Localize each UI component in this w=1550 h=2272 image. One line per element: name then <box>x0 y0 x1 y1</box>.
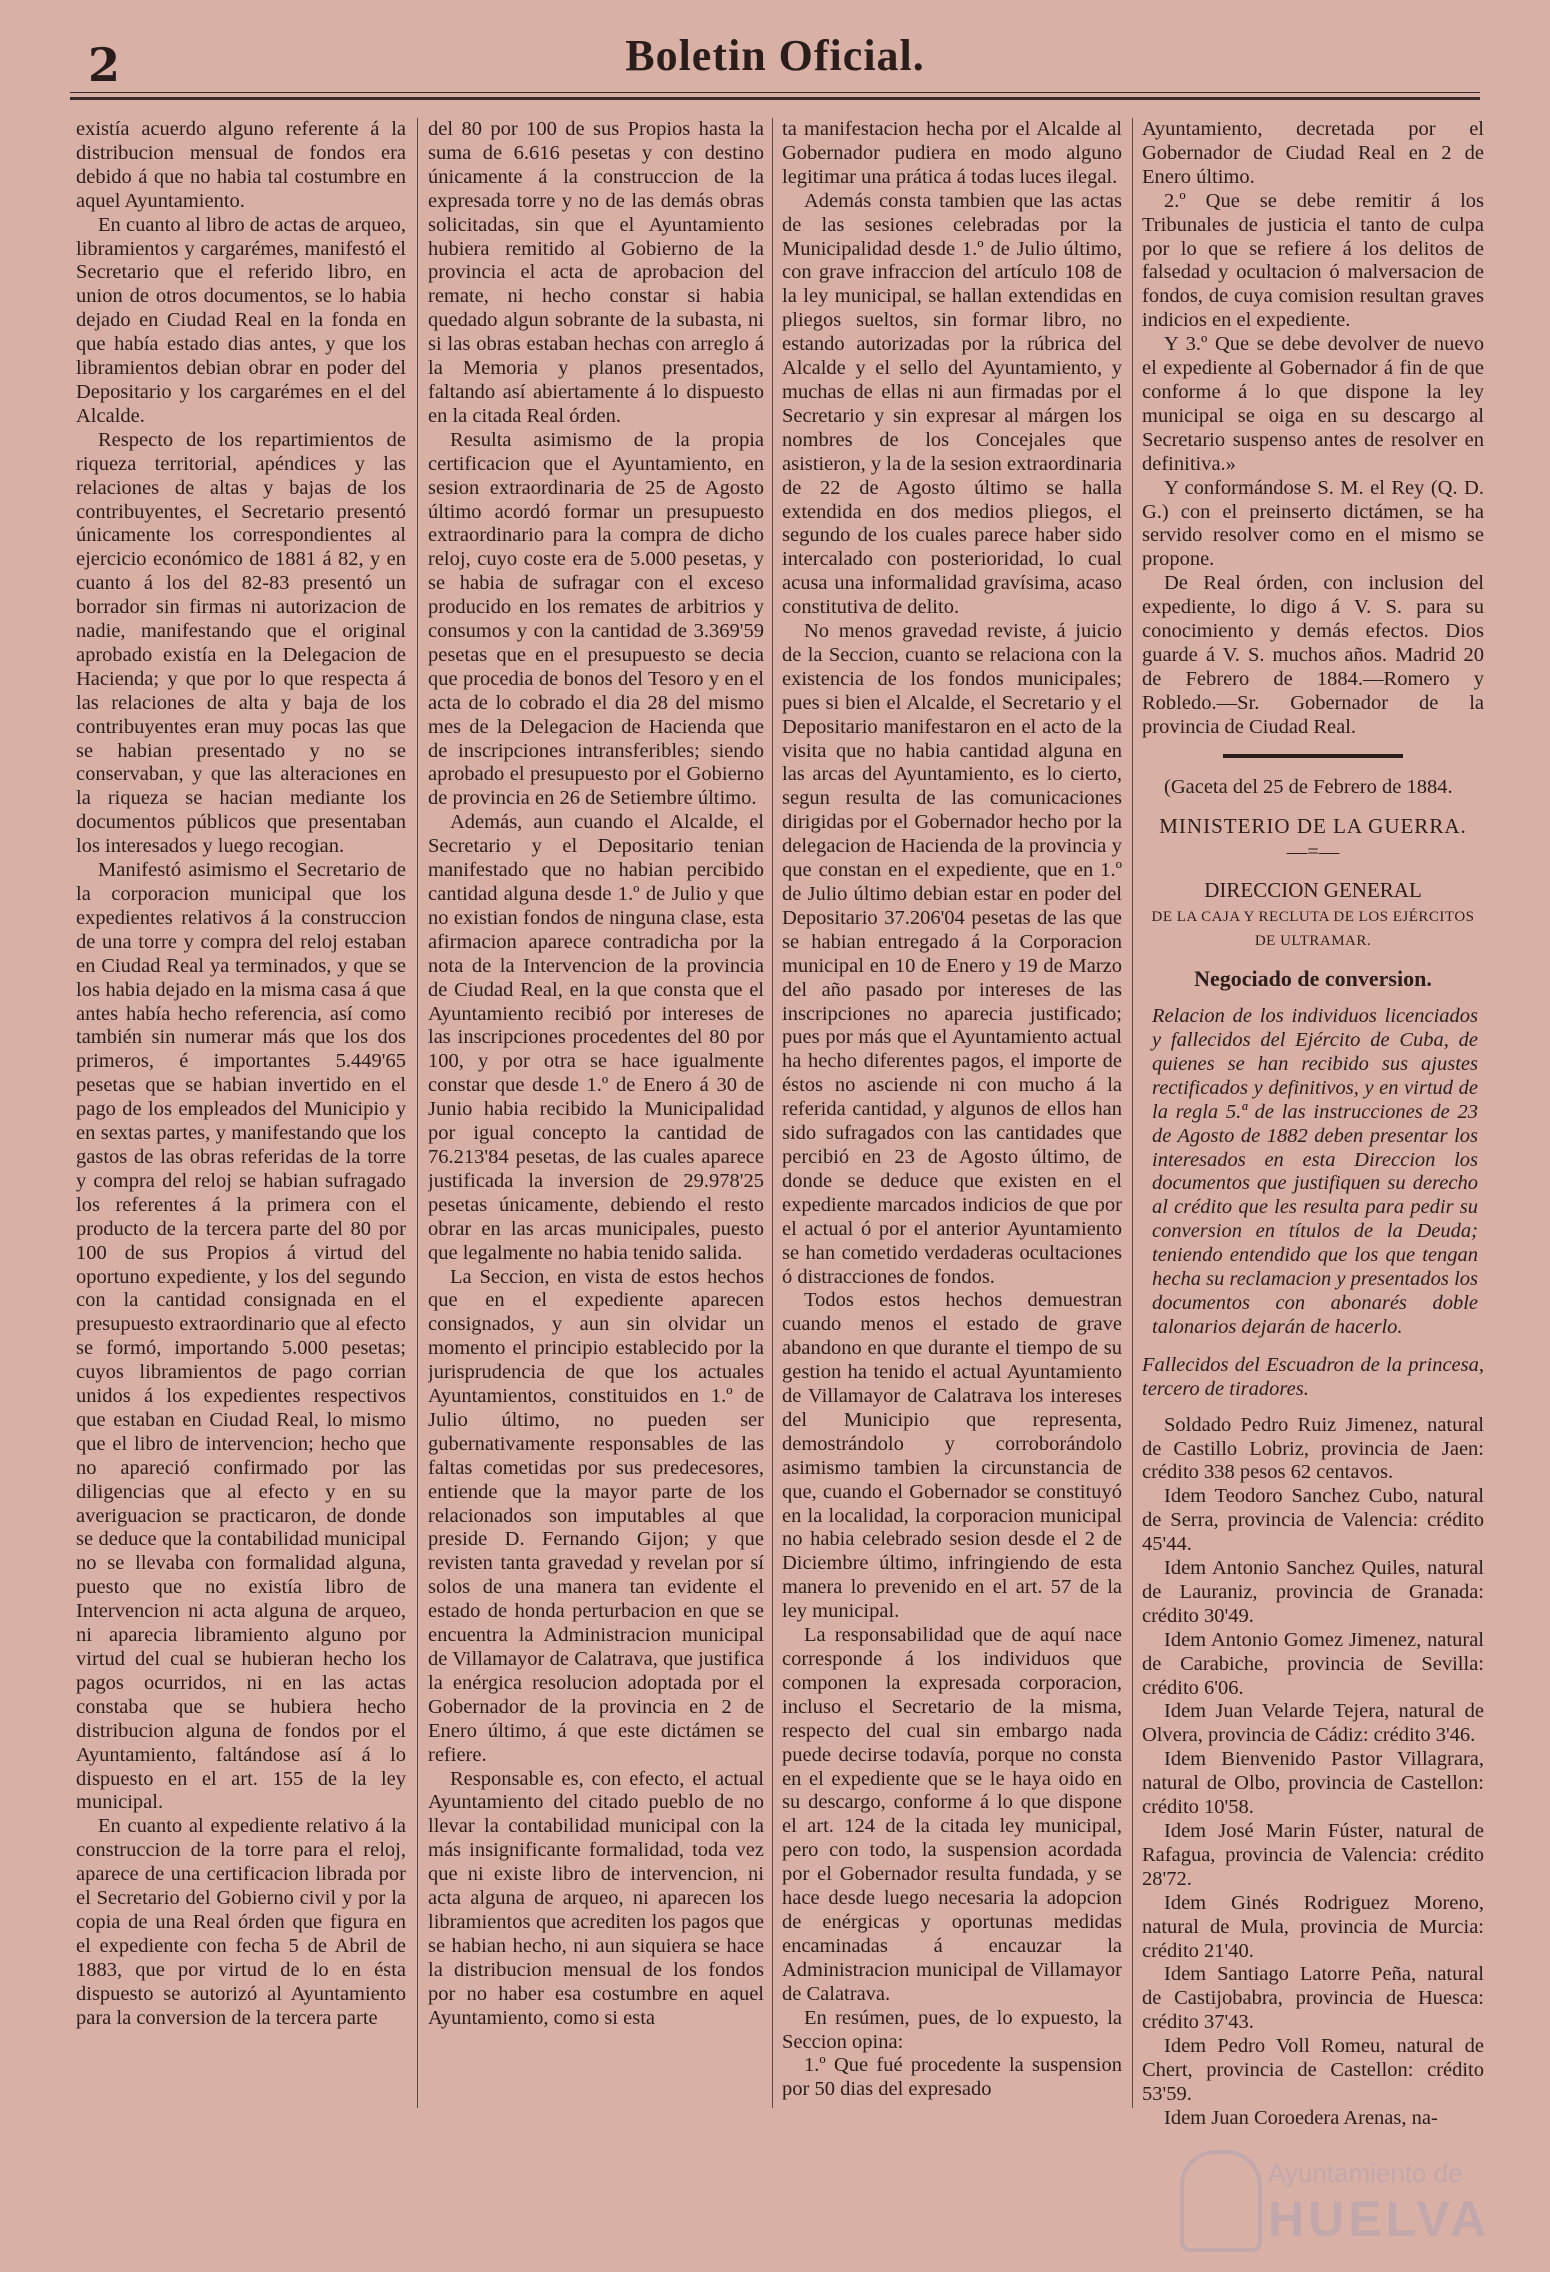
column-1 <box>76 118 406 2128</box>
paragraph: 2.º Que se debe remitir á los Tribunales de justicia el tanto de culpa por lo que se refiere á los delitos de falsedad y ocultacion ó malversacion de fondos, de cuya comision resultan graves indicios en el expediente. <box>1142 189 1484 332</box>
ministry-ornament: —=— <box>1286 841 1340 864</box>
paragraph: De Real órden, con inclusion del expediente, lo digo á V. S. para su conocimiento y demás efectos. Dios guarde á V. S. muchos años. Madrid 20 de Febrero de 1884.—Romero y Robledo.—Sr. Gobernador de la provincia de Ciudad Real. <box>1142 572 1484 738</box>
paragraph: Además consta tambien que las actas de las sesiones celebradas por la Municipalidad desde 1.º de Julio último, con grave infraccion del artículo 108 de la ley municipal, se hallan extendidas en pliegos sueltos, sin formar libro, no estando autorizadas por la rúbrica del Alcalde y el sello del Ayuntamiento, y muchas de ellas ni aun firmadas por el Secretario y sin expresar al márgen los nombres de los Concejales que asistieron, y la de la sesion extraordinaria de 22 de Agosto último se halla extendida en dos medios pliegos, el segundo de los cuales parece haber sido intercalado con posterioridad, lo cual acusa una informalidad gravísima, acaso constitutiva de delito. <box>782 189 1122 619</box>
paragraph: del 80 por 100 de sus Propios hasta la suma de 6.616 pesetas y con destino únicamente á la construccion de la expresada torre y no de las demás obras solicitadas, sin que el Ayuntamiento hubiera remitido al Gobierno de la provincia el acta de aprobacion del remate, ni hecho constar si habia quedado algun sobrante de la subasta, ni si las obras estaban hechas con arreglo á la Memoria y planos presentados, faltando así abiertamente á lo dispuesto en la citada Real órden. <box>428 118 764 427</box>
paragraph: Ayuntamiento, decretada por el Gobernador de Ciudad Real en 2 de Enero último. <box>1142 118 1484 188</box>
soldier-entry: Idem Juan Coroedera Arenas, na- <box>1164 2106 1438 2128</box>
direction-subheading: DE LA CAJA Y RECLUTA DE LOS EJÉRCITOS DE ULTRAMAR. <box>1151 909 1475 950</box>
watermark-line1: Ayuntamiento de <box>1268 2158 1463 2188</box>
page-number: 2 <box>88 38 121 92</box>
soldier-entry: Idem Juan Velarde Tejera, natural de Olvera, provincia de Cádiz: crédito 3'46. <box>1142 1700 1484 1747</box>
paragraph: La Seccion, en vista de estos hechos que en el expediente aparecen consignados, y aun sin olvidar un momento el principio establecido por la jurisprudencia de que los actuales Ayuntamientos, constituidos en 1.º de Julio último, no pueden ser gubernativamente responsables de las faltas cometidas por sus predecesores, entiende que la mayor parte de los relacionados son imputables al que preside D. Fernando Gijon; y que revisten tanta gravedad y revelan por sí solos de una manera tan evidente el estado de honda perturbacion en que se encuentra la Administracion municipal de Villamayor de Calatrava, que justifica la enérgica resolucion adoptada por el Gobernador de la provincia en 2 de Enero último, á que este dictámen se refiere. <box>428 1265 764 1766</box>
paragraph: Resulta asimismo de la propia certificacion que el Ayuntamiento, en sesion extraordinaria de 25 de Agosto último acordó formar un presupuesto extraordinario para la compra de dicho reloj, cuyo coste era de 5.000 pesetas, y se habia de sufragar con el exceso producido en los remates de arbitrios y consumos y con la cantidad de 3.369'59 pesetas que en el presupuesto se decia que procedia de bonos del Tesoro y en el acta de lo cobrado el dia 28 del mismo mes de la Delegacion de Hacienda que de inscripciones intransferibles; siendo aprobado el presupuesto por el Gobierno de provincia en 26 de Setiembre último. <box>428 428 764 810</box>
header-rule-thick <box>70 97 1480 100</box>
section-subtitle: Fallecidos del Escuadron de la princesa, tercero de tiradores. <box>1142 1353 1484 1400</box>
archive-watermark <box>1180 2150 1520 2250</box>
paragraph: Todos estos hechos demuestran cuando menos el estado de grave abandono en que durante el tiempo de su gestion ha tenido el actual Ayuntamiento de Villamayor de Calatrava los intereses del Municipio que representa, demostrándolo y corroborándolo asimismo tambien la circunstancia de que, cuando el Gobernador se constituyó en la localidad, la corporacion municipal no habia celebrado sesion desde el 2 de Diciembre último, infringiendo de esta manera lo prevenido en el art. 57 de la ley municipal. <box>782 1289 1122 1623</box>
paragraph: Y 3.º Que se debe devolver de nuevo el expediente al Gobernador á fin de que conforme á lo que dispone la ley municipal se oiga en su descargo al Secretario suspenso antes de resolver en definitiva.» <box>1142 333 1484 475</box>
ministry-heading: MINISTERIO DE LA GUERRA. <box>1159 814 1467 839</box>
column-2 <box>428 118 764 2128</box>
paragraph: Responsable es, con efecto, el actual Ayuntamiento del citado pueblo de no llevar la contabilidad municipal con la más insignificante formalidad, toda vez que ni existe libro de intervencion, ni acta alguna de arqueo, ni aparecen los libramientos que acrediten los pagos que se habian hecho, ni aun siquiera se hace la distribucion mensual de los fondos por no haber esa costumbre en aquel Ayuntamiento, como si esta <box>428 1767 764 2029</box>
column-divider <box>1132 118 1133 2108</box>
paragraph: En cuanto al libro de actas de arqueo, libramientos y cargarémes, manifestó el Secretario que el referido libro, en union de otros documentos, se lo habia dejado en Ciudad Real en la fonda en que había estado dias antes, y que los libramientos debian obrar en poder del Depositario y los cargarémes en el del Alcalde. <box>76 213 406 427</box>
watermark-line2: HUELVA <box>1268 2191 1491 2247</box>
soldier-entry: Soldado Pedro Ruiz Jimenez, natural de Castillo Lobriz, provincia de Jaen: crédito 338 pesos 62 centavos. <box>1142 1413 1484 1484</box>
soldier-entry: Idem Pedro Voll Romeu, natural de Chert, provincia de Castellon: crédito 53'59. <box>1142 2035 1484 2105</box>
header-rule <box>70 92 1480 93</box>
column-divider <box>772 118 773 2108</box>
notice-intro: Relacion de los individuos licenciados y fallecidos del Ejército de Cuba, de quienes se han recibido sus ajustes rectificados y definitivos, y en virtud de la regla 5.ª de las instrucciones de 23 de Agosto de 1882 deben presentar los interesados en esta Direccion los documentos que justifiquen su derecho al crédito que les resulta para pedir su conversion en títulos de la Deuda; teniendo entendido que los que tengan hecha su reclamacion y presentados los documentos con abonarés doble talonarios dejarán de hacerlo. <box>1152 1005 1478 1338</box>
masthead-title: Boletin Oficial. <box>625 31 925 80</box>
paragraph: Manifestó asimismo el Secretario de la corporacion municipal que los expedientes relativos á la construccion de una torre y compra del reloj estaban en Ciudad Real ya terminados, y que se los habia dejado en la misma casa á que antes había hecho referencia, así como también sin numerar más que los dos primeros, é importantes 5.449'65 pesetas que se habian invertido en el pago de los empleados del Municipio y en sextas partes, y manifestando que los gastos de las obras referidas de la torre y compra del reloj se habian sufragado los referentes á la primera con el producto de la tercera parte del 80 por 100 de sus Propios á virtud del oportuno expediente, y los del segundo con la cantidad consignada en el presupuesto extraordinario que al efecto se formó, importando 5.000 pesetas; cuyos libramientos de pago corrian unidos á los expedientes respectivos que estaban en Ciudad Real, lo mismo que el libro de intervencion; hecho que no apareció confirmado por las diligencias que al efecto y en su averiguacion se practicaron, de donde se deduce que la contabilidad municipal no se llevaba con formalidad alguna, puesto que no existía libro de Intervencion ni acta alguna de arqueo, ni aparecia libramiento alguno por virtud del cual se hubieran hecho los pagos ocurridos, ni en las actas constaba que se hubiera hecho distribucion alguna de fondos por el Ayuntamiento, faltándose así á lo dispuesto en el art. 155 de la ley municipal. <box>76 859 406 1814</box>
soldier-entry: Idem Antonio Gomez Jimenez, natural de Carabiche, provincia de Sevilla: crédito 6'06. <box>1142 1628 1484 1699</box>
paragraph: En resúmen, pues, de lo expuesto, la Seccion opina: <box>782 2006 1122 2053</box>
paragraph: Respecto de los repartimientos de riqueza territorial, apéndices y las relaciones de altas y bajas de los contribuyentes, el Secretario presentó únicamente los correspondientes al ejercicio económico de 1881 á 82, y en cuanto á los del 82-83 presentó un borrador sin firmas ni autorizacion de nadie, manifestando que el original aprobado existía en la Delegacion de Hacienda; y que por lo que respecta á las relaciones de alta y baja de los contribuyentes eran muy pocas las que se habian presentado y no se conservaban, y que las alteraciones en la riqueza se hacian mediante los documentos públicos que presentaban los interesados y luego recogian. <box>76 428 406 858</box>
paragraph: Además, aun cuando el Alcalde, el Secretario y el Depositario tenian manifestado que no habian percibido cantidad alguna desde 1.º de Julio y que no existian fondos de ninguna clase, esta afirmacion aparece contradicha por la nota de la Intervencion de la provincia de Ciudad Real, en la que consta que el Ayuntamiento recibió por intereses de las inscripciones procedentes del 80 por 100, y por otra se hace igualmente constar que desde 1.º de Enero á 30 de Junio habia recibido la Municipalidad por igual concepto la cantidad de 76.213'84 pesetas, de las cuales aparece justificada la inversion de 29.978'25 pesetas únicamente, debiendo el resto obrar en las arcas municipales, puesto que legalmente no habia tenido salida. <box>428 811 764 1264</box>
soldier-entry: Idem Teodoro Sanchez Cubo, natural de Serra, provincia de Valencia: crédito 45'44. <box>1142 1485 1484 1556</box>
column-3 <box>782 118 1122 2128</box>
direction-heading: DIRECCION GENERAL <box>1204 878 1422 903</box>
department-heading: Negociado de conversion. <box>1194 966 1432 992</box>
section-separator <box>1223 754 1403 758</box>
paragraph: ta manifestacion hecha por el Alcalde al Gobernador pudiera en modo alguno legitimar una prática á todas luces ilegal. <box>782 118 1122 188</box>
paragraph: En cuanto al expediente relativo á la construccion de la torre para el reloj, aparece de una certificacion librada por el Secretario del Gobierno civil y por la copia de una Real órden que figura en el expediente con fecha 5 de Abril de 1883, que por virtud de lo en ésta dispuesto se autorizó al Ayuntamiento para la conversion de la tercera parte <box>76 1815 406 2029</box>
page-header <box>0 0 1550 100</box>
paragraph: existía acuerdo alguno referente á la distribucion mensual de fondos era debido á que no habia tal costumbre en aquel Ayuntamiento. <box>76 118 406 212</box>
soldier-entry: Idem Bienvenido Pastor Villagrara, natural de Olbo, provincia de Castellon: crédito 10'58. <box>1142 1748 1484 1819</box>
soldier-entry: Idem Antonio Sanchez Quiles, natural de Lauraniz, provincia de Granada: crédito 30'49. <box>1142 1557 1484 1627</box>
paragraph: Y conformándose S. M. el Rey (Q. D. G.) con el preinserto dictámen, se ha servido resolver como en el mismo se propone. <box>1142 476 1484 571</box>
paragraph: No menos gravedad reviste, á juicio de la Seccion, cuanto se relaciona con la existencia de los fondos municipales; pues si bien el Alcalde, el Secretario y el Depositario manifestaron en el acto de la visita que no habia cantidad alguna en las arcas del Ayuntamiento, es lo cierto, segun resulta de las comunicaciones dirigidas por el Gobernador hecho por la delegacion de Hacienda de la provincia y que constan en el expediente, que en 1.º de Julio último debian estar en poder del Depositario 37.206'04 pesetas de las que se habian entregado á la Corporacion municipal en 10 de Enero y 19 de Marzo del año pasado por intereses de las inscripciones no aparecia justificado; pues por más que el Ayuntamiento actual ha hecho diferentes pagos, el importe de éstos no asciende ni con mucho á la referida cantidad, y algunos de ellos han sido sufragados con las cantidades que percibió en 23 de Agosto último, de donde se deduce que existen en el expediente marcados indicios de que por el actual ó por el anterior Ayuntamiento se han cometido verdaderas ocultaciones ó distracciones de fondos. <box>782 620 1122 1288</box>
column-4 <box>1142 118 1484 2128</box>
column-divider <box>417 118 418 2108</box>
soldier-entry: Idem José Marin Fúster, natural de Rafagua, provincia de Valencia: crédito 28'72. <box>1142 1820 1484 1890</box>
soldier-entry: Idem Santiago Latorre Peña, natural de Castijobabra, provincia de Huesca: crédito 37'43. <box>1142 1963 1484 2034</box>
paragraph: 1.º Que fué procedente la suspension por 50 dias del expresado <box>782 2054 1122 2101</box>
soldier-entry: Idem Ginés Rodriguez Moreno, natural de Mula, provincia de Murcia: crédito 21'40. <box>1142 1891 1484 1962</box>
gaceta-citation: (Gaceta del 25 de Febrero de 1884. <box>1164 775 1453 798</box>
paragraph: La responsabilidad que de aquí nace corresponde á los individuos que componen la expresada corporacion, incluso el Secretario de la misma, respecto del cual sin embargo nada puede decirse todavía, porque no consta en el expediente que se le haya oido en su descargo, conforme á lo que dispone el art. 124 de la citada ley municipal, pero con todo, la suspension acordada por el Gobernador resulta fundada, y se hace desde luego necesaria la adopcion de enérgicas y oportunas medidas encaminadas á encauzar la Administracion municipal de Villamayor de Calatrava. <box>782 1624 1122 2005</box>
city-seal-icon <box>1180 2150 1262 2252</box>
